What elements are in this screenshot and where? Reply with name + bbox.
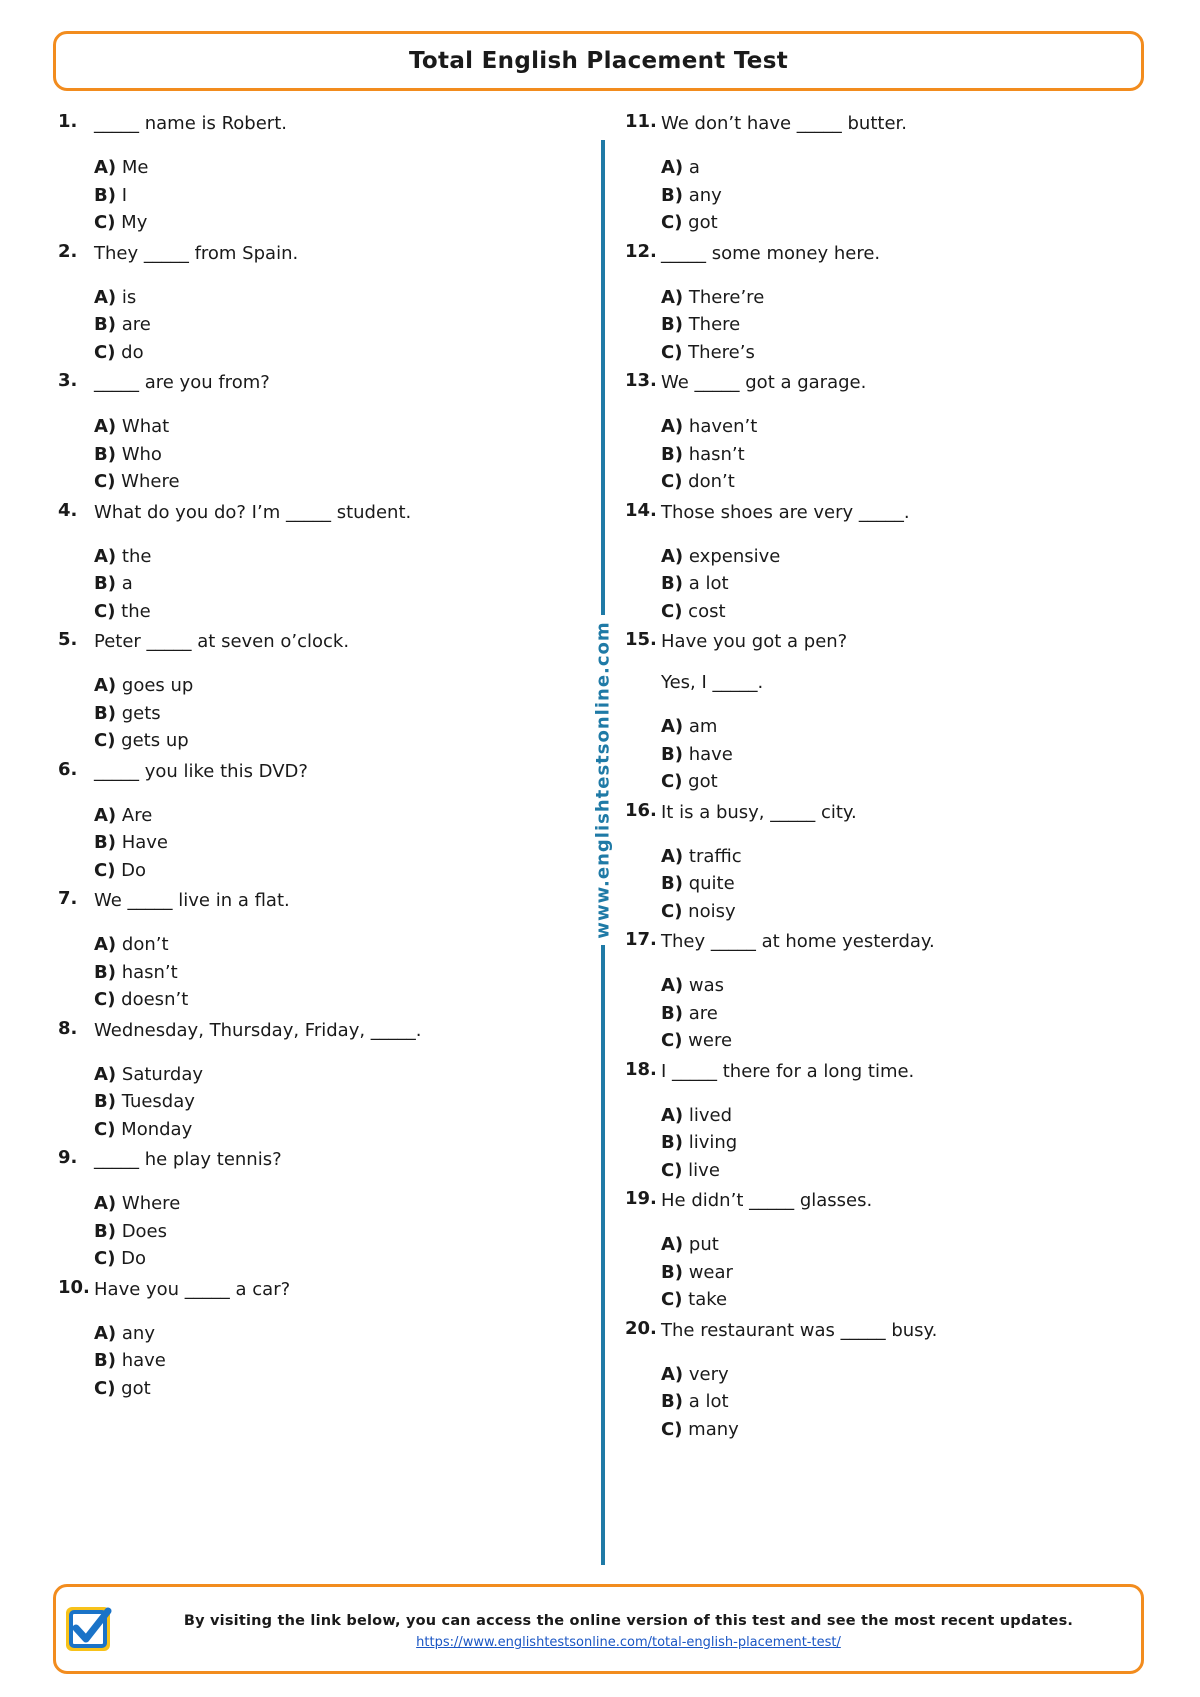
answer-options [661, 543, 1145, 626]
question-stem: It is a busy, _____ city. [661, 801, 857, 823]
option-text: Have [121, 832, 168, 853]
option-text: put [688, 1234, 719, 1255]
option-text: Does [121, 1220, 168, 1242]
option-text: Who [121, 443, 162, 465]
option-letter: C) [94, 989, 116, 1010]
answer-option[interactable] [94, 570, 578, 598]
answer-option[interactable] [661, 284, 1145, 312]
answer-option[interactable] [661, 1102, 1145, 1130]
answer-options [94, 672, 578, 755]
answer-option[interactable] [661, 768, 1145, 796]
question-number: 13. [625, 370, 657, 391]
option-text: very [688, 1363, 729, 1385]
option-text: cost [688, 600, 726, 622]
answer-option[interactable] [94, 311, 578, 339]
option-text: Do [121, 859, 147, 881]
question-stem: They _____ at home yesterday. [661, 931, 935, 952]
answer-option[interactable] [94, 1245, 578, 1273]
answer-option[interactable] [94, 1190, 578, 1218]
question-stem: We _____ live in a flat. [94, 890, 290, 911]
answer-option[interactable] [661, 441, 1145, 469]
option-text: any [121, 1322, 155, 1344]
answer-option[interactable] [94, 1116, 578, 1144]
option-letter: B) [661, 873, 683, 894]
option-letter: C) [94, 859, 116, 881]
option-letter: A) [661, 845, 684, 867]
answer-option[interactable] [94, 1088, 578, 1116]
option-text: Saturday [121, 1063, 204, 1085]
option-text: do [121, 341, 144, 363]
option-text: don’t [121, 934, 169, 955]
answer-option[interactable] [661, 741, 1145, 769]
question [58, 1018, 578, 1144]
answer-option[interactable] [661, 898, 1145, 926]
option-letter: B) [94, 443, 116, 465]
answer-options [661, 413, 1145, 496]
question-number: 1. [58, 111, 78, 132]
option-text: Are [121, 804, 153, 826]
answer-option[interactable] [661, 1129, 1145, 1157]
option-letter: B) [661, 573, 683, 594]
answer-options [94, 1061, 578, 1144]
option-text: don’t [688, 471, 735, 492]
question [625, 241, 1145, 367]
option-letter: A) [661, 416, 684, 437]
option-text: have [688, 743, 733, 765]
answer-option[interactable] [661, 468, 1145, 496]
option-letter: B) [661, 1002, 683, 1024]
answer-options [661, 154, 1145, 237]
answer-options [661, 713, 1145, 796]
option-letter: C) [661, 900, 683, 922]
option-text: gets [121, 702, 161, 724]
answer-option[interactable] [661, 972, 1145, 1000]
option-text: lived [688, 1104, 733, 1126]
option-letter: B) [94, 573, 116, 594]
question [625, 1318, 1145, 1444]
answer-option[interactable] [94, 441, 578, 469]
question-number: 6. [58, 758, 78, 780]
answer-options [94, 543, 578, 626]
question [58, 759, 578, 885]
option-text: is [121, 286, 137, 308]
answer-options [94, 154, 578, 237]
option-text: Monday [121, 1118, 193, 1140]
option-letter: A) [94, 1193, 117, 1214]
option-letter: A) [661, 975, 684, 996]
question-number: 19. [625, 1188, 657, 1209]
question-stem: Have you got a pen? [661, 631, 848, 652]
answer-option[interactable] [661, 1027, 1145, 1055]
option-letter: A) [661, 716, 684, 737]
option-text: My [121, 212, 148, 233]
answer-options [661, 1361, 1145, 1444]
option-text: were [688, 1030, 733, 1051]
option-letter: B) [94, 314, 116, 335]
option-text: traffic [688, 845, 742, 867]
option-letter: C) [94, 1377, 116, 1399]
answer-option[interactable] [661, 154, 1145, 182]
answer-option[interactable] [94, 986, 578, 1014]
answer-option[interactable] [661, 843, 1145, 871]
option-text: quite [688, 873, 735, 894]
option-text: live [688, 1159, 720, 1181]
option-text: living [688, 1132, 738, 1153]
option-text: There’s [688, 341, 755, 363]
answer-options [661, 972, 1145, 1055]
answer-option[interactable] [661, 1259, 1145, 1287]
question-number: 16. [625, 799, 657, 821]
answer-options [94, 802, 578, 885]
question [625, 1059, 1145, 1185]
option-letter: A) [661, 157, 684, 178]
option-text: take [688, 1289, 728, 1310]
answer-option[interactable] [94, 182, 578, 210]
option-letter: A) [94, 157, 117, 178]
option-letter: B) [94, 961, 116, 983]
answer-option[interactable] [94, 802, 578, 830]
option-text: Me [121, 157, 149, 178]
option-letter: A) [661, 1363, 684, 1385]
answer-options [94, 284, 578, 367]
answer-option[interactable] [661, 413, 1145, 441]
option-text: a lot [688, 1391, 729, 1412]
footer-link[interactable]: https://www.englishtestsonline.com/total-english-placement-test/ [416, 1635, 841, 1650]
option-text: have [121, 1350, 166, 1371]
option-text: I [121, 184, 127, 206]
question-number: 17. [625, 929, 657, 950]
question [58, 1277, 578, 1403]
footer-message: By visiting the link below, you can access the online version of this test and see the most recent updates. [183, 1613, 1074, 1629]
option-text: got [121, 1377, 151, 1399]
answer-option[interactable] [94, 154, 578, 182]
answer-option[interactable] [94, 209, 578, 237]
answer-option[interactable] [94, 339, 578, 367]
option-text: was [688, 975, 725, 996]
option-text: a [688, 157, 700, 178]
option-text: are [688, 1002, 718, 1024]
answer-option[interactable] [661, 1388, 1145, 1416]
answer-option[interactable] [94, 931, 578, 959]
option-letter: C) [94, 600, 116, 622]
question-number: 15. [625, 629, 657, 650]
option-text: a [121, 573, 133, 594]
question-number: 14. [625, 499, 657, 521]
answer-option[interactable] [661, 209, 1145, 237]
option-text: the [121, 545, 152, 567]
question-number: 2. [58, 240, 78, 262]
question-subprompt: Yes, I _____. [661, 672, 764, 693]
option-letter: A) [661, 1234, 684, 1255]
option-letter: A) [94, 675, 117, 696]
answer-option[interactable] [94, 829, 578, 857]
option-letter: C) [661, 212, 683, 233]
question-number: 11. [625, 111, 657, 132]
answer-options [661, 1231, 1145, 1314]
answer-option[interactable] [661, 1157, 1145, 1185]
option-letter: A) [94, 934, 117, 955]
option-text: There [688, 314, 741, 335]
question [625, 629, 1145, 796]
option-text: got [688, 212, 718, 233]
answer-option[interactable] [94, 672, 578, 700]
question [58, 500, 578, 626]
option-text: Where [121, 471, 180, 492]
question [625, 111, 1145, 237]
option-letter: B) [94, 1091, 116, 1112]
question [58, 1147, 578, 1273]
question [625, 1188, 1145, 1314]
question-stem: They _____ from Spain. [94, 242, 299, 264]
answer-option[interactable] [94, 959, 578, 987]
answer-option[interactable] [661, 1286, 1145, 1314]
question-number: 3. [58, 370, 78, 391]
option-letter: B) [94, 1350, 116, 1371]
question-number: 8. [58, 1017, 78, 1039]
option-letter: C) [661, 600, 683, 622]
question [58, 629, 578, 755]
option-letter: B) [661, 1261, 683, 1283]
question-stem: I _____ there for a long time. [661, 1060, 915, 1082]
question [58, 241, 578, 367]
question-stem: He didn’t _____ glasses. [661, 1190, 873, 1211]
question-stem: _____ he play tennis? [94, 1149, 282, 1170]
answer-option[interactable] [661, 182, 1145, 210]
option-letter: C) [661, 1289, 683, 1310]
question-stem: We don’t have _____ butter. [661, 113, 907, 134]
option-text: many [688, 1418, 739, 1440]
question [625, 929, 1145, 1055]
option-text: the [121, 600, 151, 622]
question-number: 5. [58, 629, 78, 650]
answer-option[interactable] [94, 727, 578, 755]
answer-option[interactable] [94, 543, 578, 571]
option-text: hasn’t [121, 961, 178, 983]
column-divider-top [601, 140, 605, 615]
option-letter: C) [94, 471, 116, 492]
option-letter: B) [661, 443, 683, 465]
column-divider-bottom [601, 945, 605, 1565]
checkbox-icon [62, 1601, 116, 1655]
answer-option[interactable] [661, 311, 1145, 339]
answer-option[interactable] [94, 598, 578, 626]
option-text: got [688, 771, 718, 792]
option-text: goes up [121, 675, 194, 696]
option-letter: B) [661, 184, 683, 206]
option-letter: C) [661, 1159, 683, 1181]
question-number: 20. [625, 1317, 657, 1339]
option-letter: B) [94, 1220, 116, 1242]
option-letter: C) [661, 1418, 683, 1440]
option-letter: A) [661, 286, 684, 308]
answer-options [94, 413, 578, 496]
answer-options [661, 284, 1145, 367]
question-stem: What do you do? I’m _____ student. [94, 501, 412, 523]
answer-option[interactable] [94, 413, 578, 441]
option-letter: A) [94, 545, 117, 567]
option-letter: C) [661, 771, 683, 792]
answer-option[interactable] [661, 870, 1145, 898]
question-stem: Have you _____ a car? [94, 1278, 291, 1300]
option-text: There’re [688, 286, 765, 308]
option-letter: C) [94, 1118, 116, 1140]
answer-option[interactable] [661, 713, 1145, 741]
answer-option[interactable] [661, 1231, 1145, 1259]
option-text: any [688, 184, 722, 206]
option-letter: A) [661, 1104, 684, 1126]
option-text: What [121, 416, 170, 437]
answer-option[interactable] [94, 700, 578, 728]
question-stem: Those shoes are very _____. [661, 501, 910, 523]
answer-option[interactable] [661, 543, 1145, 571]
question-stem: Wednesday, Thursday, Friday, _____. [94, 1019, 422, 1041]
answer-option[interactable] [94, 1061, 578, 1089]
question-number: 7. [58, 888, 78, 909]
option-text: gets up [121, 730, 189, 751]
answer-option[interactable] [661, 339, 1145, 367]
answer-option[interactable] [661, 598, 1145, 626]
answer-options [661, 1102, 1145, 1185]
option-text: Do [121, 1248, 147, 1269]
answer-option[interactable] [94, 284, 578, 312]
option-letter: C) [94, 212, 116, 233]
question [625, 370, 1145, 496]
answer-option[interactable] [94, 1218, 578, 1246]
answer-options [94, 1320, 578, 1403]
question [625, 500, 1145, 626]
question-stem: The restaurant was _____ busy. [661, 1319, 938, 1341]
option-letter: B) [94, 184, 116, 206]
option-text: hasn’t [688, 443, 745, 465]
option-text: Tuesday [121, 1091, 195, 1112]
question-number: 10. [58, 1276, 90, 1298]
option-letter: A) [94, 1322, 117, 1344]
option-letter: B) [661, 314, 683, 335]
question-number: 18. [625, 1058, 657, 1080]
answer-option[interactable] [661, 1361, 1145, 1389]
question [58, 888, 578, 1014]
option-letter: C) [94, 1248, 116, 1269]
question-number: 9. [58, 1147, 78, 1168]
question [58, 111, 578, 237]
option-letter: C) [94, 730, 116, 751]
answer-options [661, 843, 1145, 926]
question-stem: _____ name is Robert. [94, 113, 287, 134]
option-text: am [688, 716, 718, 737]
option-letter: C) [94, 341, 116, 363]
option-text: haven’t [688, 416, 758, 437]
questions-right-column [625, 111, 1145, 1447]
answer-option[interactable] [661, 1416, 1145, 1444]
option-letter: A) [94, 286, 117, 308]
option-letter: A) [94, 416, 117, 437]
answer-option[interactable] [661, 1000, 1145, 1028]
option-letter: A) [94, 804, 117, 826]
question-number: 12. [625, 240, 657, 262]
answer-option[interactable] [94, 1375, 578, 1403]
answer-option[interactable] [94, 468, 578, 496]
option-text: are [121, 314, 151, 335]
questions-left-column [58, 111, 578, 1406]
option-letter: C) [661, 1030, 683, 1051]
option-text: Where [121, 1193, 181, 1214]
footer-box [53, 1584, 1144, 1674]
option-letter: C) [661, 471, 683, 492]
option-text: a lot [688, 573, 729, 594]
answer-options [94, 1190, 578, 1273]
option-letter: B) [661, 1391, 683, 1412]
answer-option[interactable] [94, 1320, 578, 1348]
question-stem: _____ you like this DVD? [94, 760, 308, 782]
answer-option[interactable] [661, 570, 1145, 598]
option-letter: A) [94, 1063, 117, 1085]
question-stem: We _____ got a garage. [661, 372, 867, 393]
answer-options [94, 931, 578, 1014]
option-letter: B) [94, 832, 116, 853]
option-text: expensive [688, 545, 781, 567]
side-url[interactable]: www.englishtestsonline.com [592, 621, 614, 939]
option-letter: B) [661, 743, 683, 765]
option-letter: A) [661, 545, 684, 567]
question-number: 4. [58, 499, 78, 521]
page-title: Total English Placement Test [409, 48, 788, 74]
option-letter: B) [661, 1132, 683, 1153]
question-stem: Peter _____ at seven o’clock. [94, 631, 350, 652]
question-stem: _____ are you from? [94, 372, 270, 393]
option-text: noisy [688, 900, 736, 922]
question-stem: _____ some money here. [661, 242, 881, 264]
option-letter: C) [661, 341, 683, 363]
answer-option[interactable] [94, 857, 578, 885]
answer-option[interactable] [94, 1347, 578, 1375]
option-letter: B) [94, 702, 116, 724]
question [625, 800, 1145, 926]
title-box [53, 31, 1144, 91]
option-text: wear [688, 1261, 733, 1283]
question [58, 370, 578, 496]
option-text: doesn’t [121, 989, 189, 1010]
